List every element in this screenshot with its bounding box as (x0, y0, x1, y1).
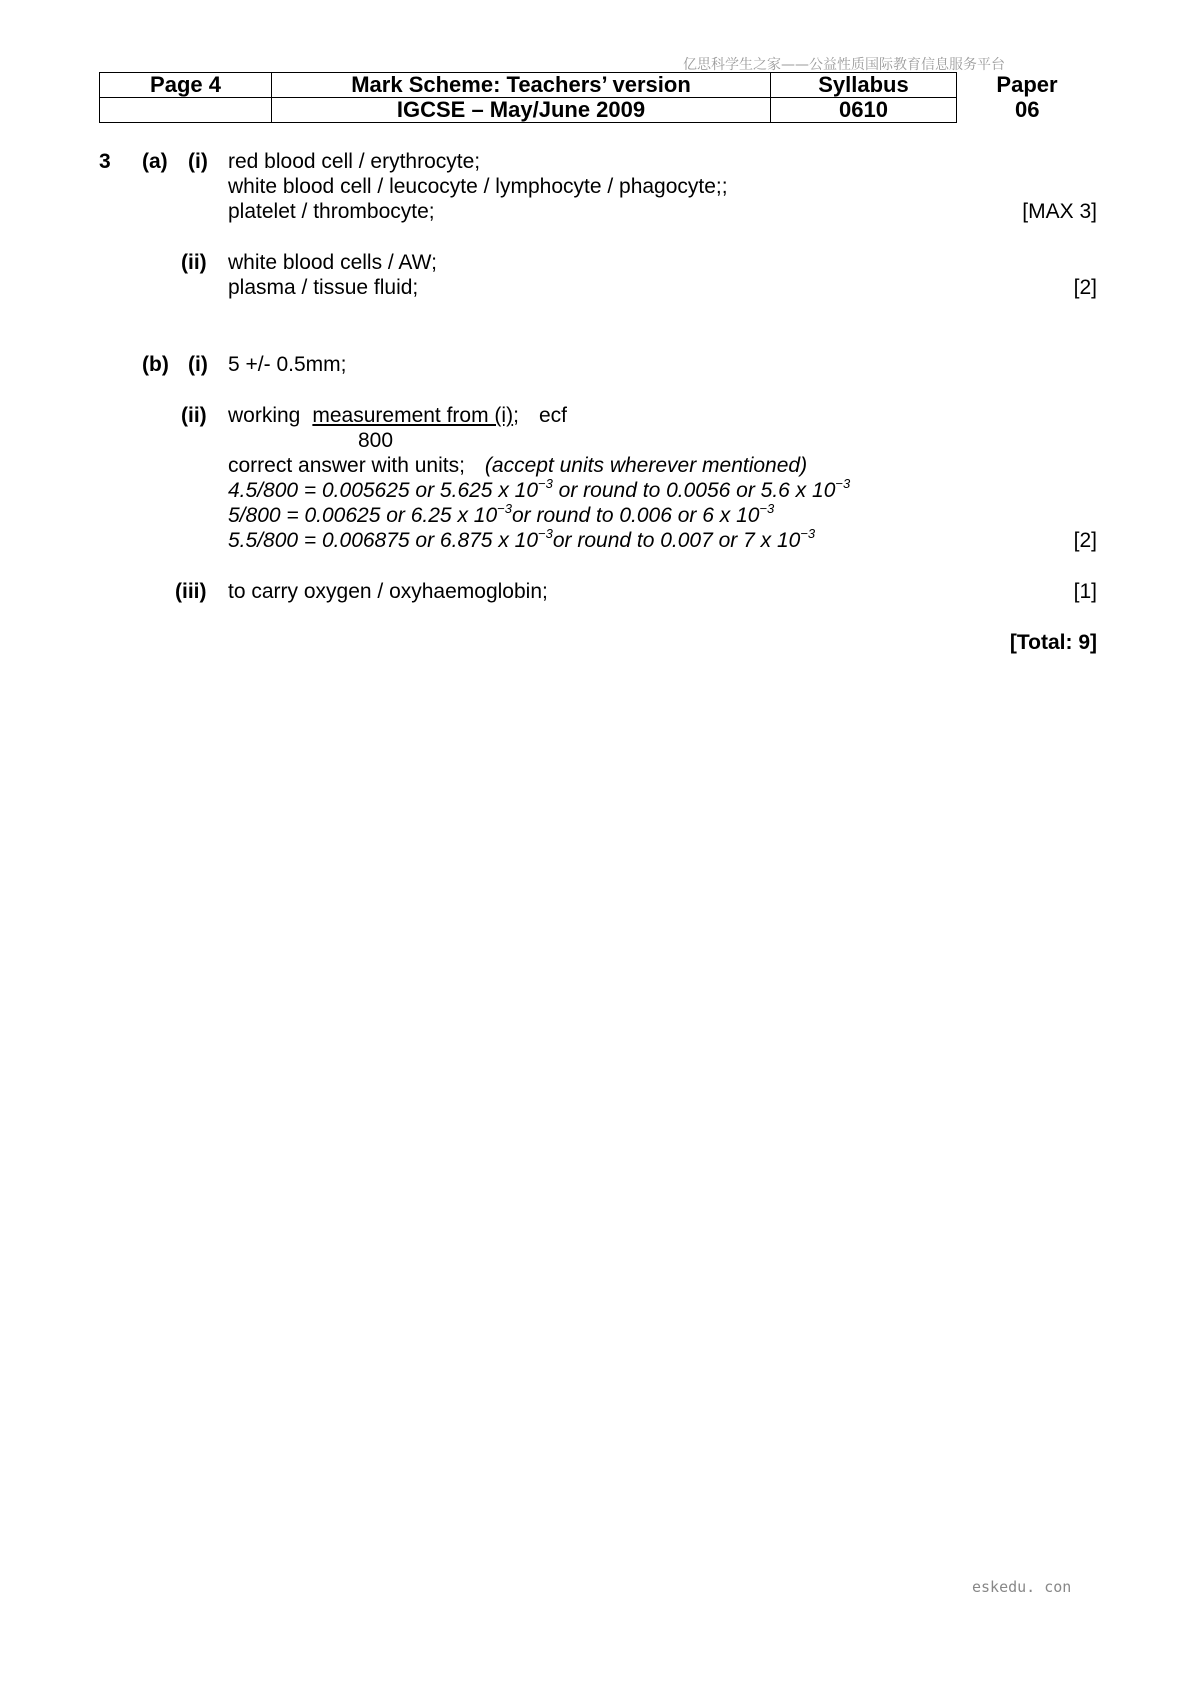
working-word: working (228, 404, 301, 427)
header-paper-value: 06 (1015, 97, 1040, 122)
denominator: 800 (358, 429, 394, 452)
mark-allocation: [MAX 3] (1022, 200, 1097, 223)
total-marks: [Total: 9] (1009, 631, 1097, 654)
header-exam: IGCSE – May/June 2009 (272, 98, 771, 123)
answer-line: white blood cells / AW; (228, 251, 437, 274)
exponent: −3 (497, 501, 512, 516)
example-line (228, 476, 851, 503)
header-syllabus-label: Syllabus (771, 73, 957, 98)
exponent: −3 (800, 526, 816, 541)
watermark-text: 亿思科学生之家——公益性质国际教育信息服务平台 (683, 57, 1005, 73)
example-text: or round to 0.006 or 6 x 10 (511, 504, 760, 527)
header-page: Page 4 (100, 73, 272, 98)
example-line (228, 501, 775, 528)
example-text: or round to 0.0056 or 5.6 x 10 (552, 479, 836, 502)
question-number: 3 (99, 150, 111, 173)
part-bi-label: (i) (188, 353, 208, 376)
semicolon: ; (513, 404, 519, 427)
exponent: −3 (538, 476, 553, 491)
part-biii-label: (iii) (175, 580, 207, 603)
correct-answer-line (228, 454, 807, 478)
example-text: 5.5/800 = 0.006875 or 6.875 x 10 (228, 529, 539, 552)
correct-answer-text: correct answer with units; (228, 454, 465, 477)
example-text: or round to 0.007 or 7 x 10 (552, 529, 801, 552)
header-table (99, 72, 1098, 123)
accept-note: (accept units wherever mentioned) (484, 454, 808, 477)
ecf-text: ecf (538, 404, 567, 427)
part-ai-label: (i) (188, 150, 208, 173)
part-a-label: (a) (142, 150, 168, 173)
header-blank (100, 98, 272, 123)
answer-line: plasma / tissue fluid; (228, 276, 419, 299)
mark-allocation: [2] (1073, 276, 1097, 299)
part-aii-label: (ii) (181, 251, 207, 274)
header-title: Mark Scheme: Teachers’ version (272, 73, 771, 98)
measurement-text: measurement from (i) (312, 404, 514, 427)
example-text: 4.5/800 = 0.005625 or 5.625 x 10 (228, 479, 539, 502)
working-line (228, 404, 567, 428)
mark-allocation: [2] (1073, 529, 1097, 552)
header-syllabus-value: 0610 (771, 98, 957, 123)
exponent: −3 (538, 526, 553, 541)
answer-line: 5 +/- 0.5mm; (228, 353, 347, 376)
example-line (228, 526, 816, 553)
answer-line: white blood cell / leucocyte / lymphocyte / phagocyte;; (228, 175, 728, 198)
answer-line: platelet / thrombocyte; (228, 200, 435, 223)
exponent: −3 (759, 501, 775, 516)
part-bii-label: (ii) (181, 404, 207, 427)
example-text: 5/800 = 0.00625 or 6.25 x 10 (228, 504, 498, 527)
footer-text: eskedu. con (972, 1578, 1072, 1596)
exponent: −3 (835, 476, 851, 491)
header-paper-label: Paper (996, 72, 1058, 97)
mark-allocation: [1] (1073, 580, 1097, 603)
part-b-label: (b) (142, 353, 169, 376)
answer-line: red blood cell / erythrocyte; (228, 150, 481, 173)
answer-line: to carry oxygen / oxyhaemoglobin; (228, 580, 548, 603)
